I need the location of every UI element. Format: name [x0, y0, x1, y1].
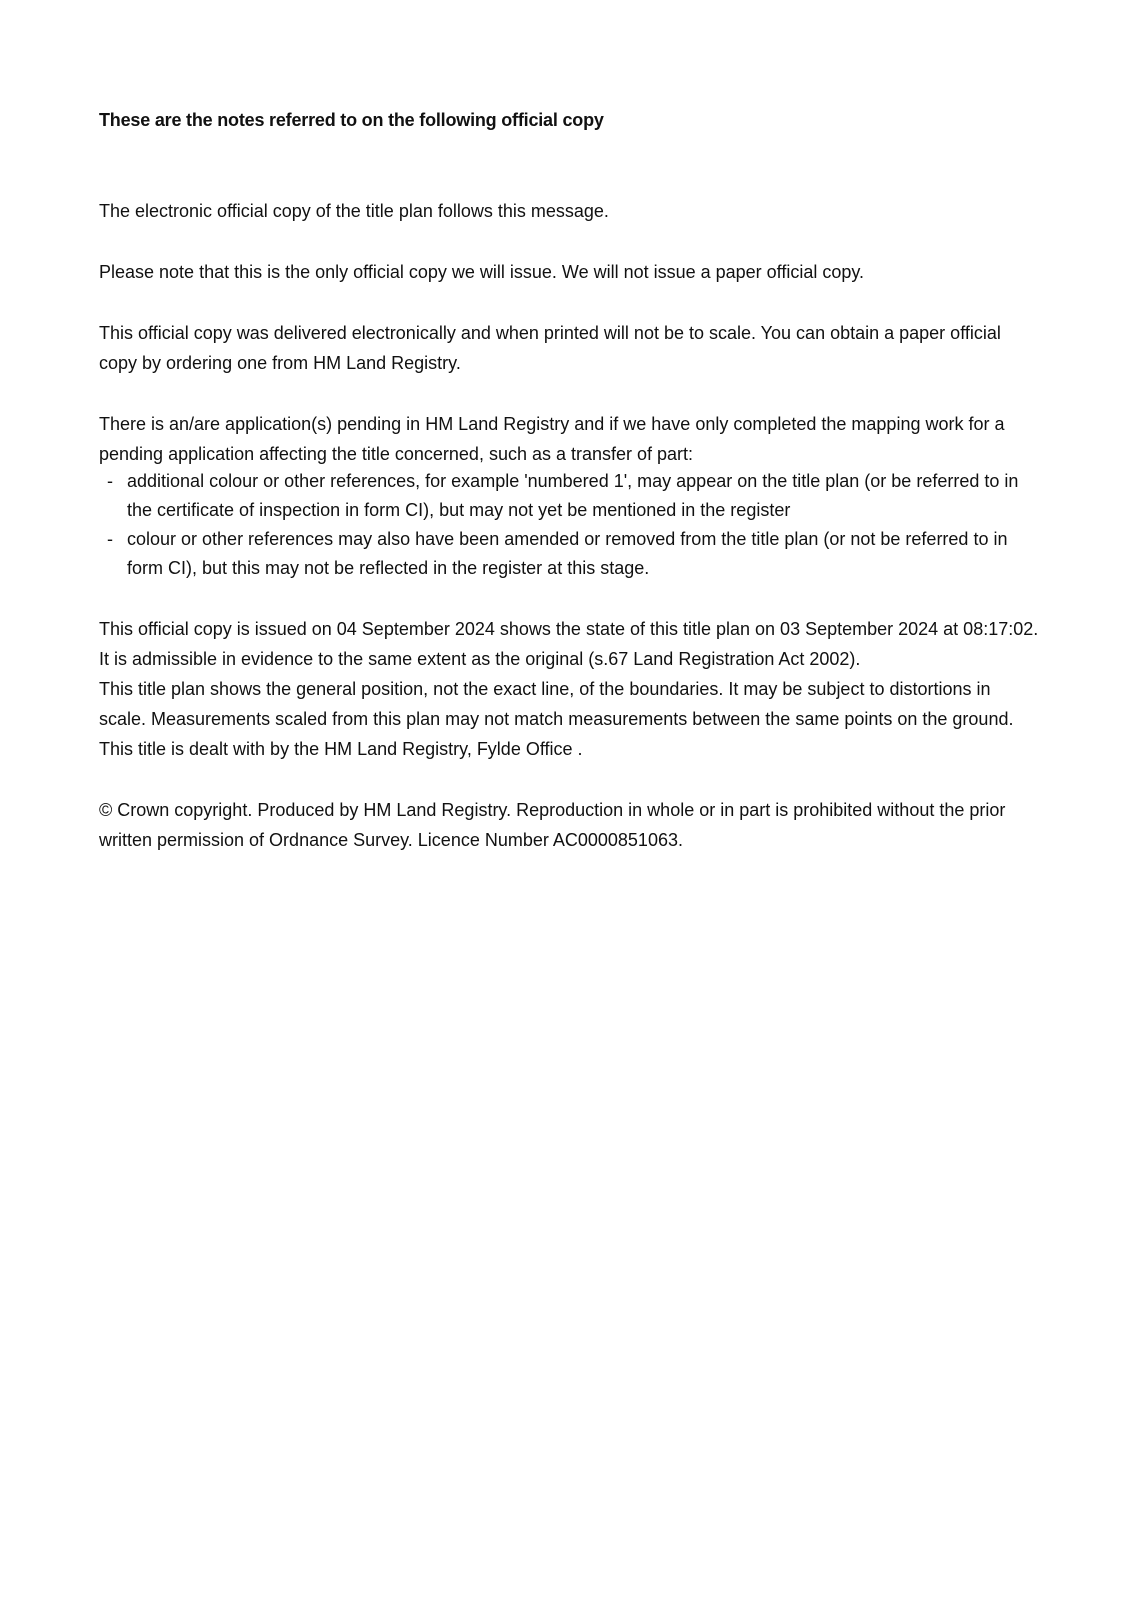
pending-bullet-list — [99, 467, 1039, 583]
bullet-text: colour or other references may also have been amended or removed from the title plan (or not be referred to in form CI), but this may not be reflected in the register at this stage. — [127, 529, 1008, 578]
boundaries-text: This title plan shows the general position, not the exact line, of the boundaries. It may be subject to distortions in scale. Measurements scaled from this plan may not match measurements between the same points on the ground. — [99, 679, 1014, 729]
only-copy-notice: Please note that this is the only official copy we will issue. We will not issue a paper official copy. — [99, 262, 865, 282]
copyright-notice: © Crown copyright. Produced by HM Land Registry. Reproduction in whole or in part is prohibited without the prior written permission of Ordnance Survey. Licence Number AC0000851063. — [99, 800, 1006, 850]
notes-page — [99, 106, 1039, 886]
bullet-text: additional colour or other references, for example 'numbered 1', may appear on the title plan (or be referred to in the certificate of inspection in form CI), but may not yet be mentioned in the register — [127, 471, 1019, 520]
list-item — [99, 467, 1039, 525]
list-item — [99, 525, 1039, 583]
page-heading: These are the notes referred to on the following official copy — [99, 110, 604, 130]
issue-details — [99, 614, 1039, 764]
bullet-dash: - — [107, 471, 113, 491]
bullet-dash: - — [107, 529, 113, 549]
pending-intro: There is an/are application(s) pending in HM Land Registry and if we have only completed the mapping work for a pending application affecting the title concerned, such as a transfer of part: — [99, 414, 1005, 464]
scale-notice: This official copy was delivered electronically and when printed will not be to scale. You can obtain a paper official copy by ordering one from HM Land Registry. — [99, 323, 1001, 373]
electronic-copy-notice: The electronic official copy of the title plan follows this message. — [99, 201, 609, 221]
issue-date-text: This official copy is issued on 04 September 2024 shows the state of this title plan on 03 September 2024 at 08:17:02. It is admissible in evidence to the same extent as the original (s.67 Land Registration Act 2002). — [99, 619, 1039, 669]
pending-applications-notice — [99, 409, 1039, 583]
office-text: This title is dealt with by the HM Land Registry, Fylde Office . — [99, 739, 583, 759]
